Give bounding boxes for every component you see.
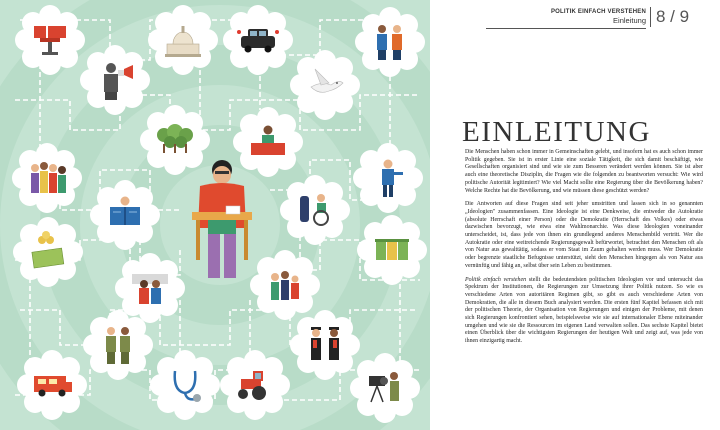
limousine-icon <box>223 5 293 75</box>
megaphone-protester-icon <box>80 45 150 115</box>
running-head <box>551 9 646 25</box>
speaker-podium-icon <box>233 107 303 177</box>
graduates-icon <box>290 310 360 380</box>
police-officers-icon <box>355 7 425 77</box>
page-numbers: 8 / 9 <box>656 7 690 26</box>
tractor-icon <box>220 350 290 420</box>
paragraph-1: Die Menschen haben schon immer in Gemeinschaften gelebt, und insofern hat es auch schon immer Politik gegeben. Sie ist in erster Linie eine soziale Tätigkeit, die sich damit beschäftigt, wie Gesellschaften organisiert sind und wie sie zum Besseren verändert werden können. Sie ist aber auch eine theoretische Disziplin, die Fragen wie die folgenden zu beantworten versucht: Wie wird politische Autorität legitimiert? Wie viel Macht sollte eine Regierung über die Bevölkerung haben? Welche Rechte hat die Bevölkerung, und wie müssen diese geschützt werden? <box>465 149 703 194</box>
reader-icon <box>90 180 160 250</box>
soldiers-icon <box>83 310 153 380</box>
camera-crew-icon <box>350 353 420 423</box>
family-icon <box>250 250 320 320</box>
forest-icon <box>140 105 210 175</box>
recycling-bins-icon <box>357 215 427 285</box>
page-title: EINLEITUNG <box>462 116 651 148</box>
header-rule <box>486 28 646 29</box>
voter-icon <box>353 143 423 213</box>
paragraph-3: Politik einfach verstehen stellt die bedeutendsten politischen Ideologien vor und untersucht das Spektrum der Institutionen, die Regierungen zur Umsetzung ihrer Politik nutzen. So wie es verschiedene Arten von autoritären Regimen gibt, so gibt es auch verschiedene Arten von Demokratien, die alle in diesem Buch analysiert werden. Die ersten fünf Kapitel befassen sich mit der politischen Theorie, der Organisation von Regierungen und einigen der Probleme, mit denen sich Regierungen konfrontiert sehen, beispielsweise wie sie auf internationaler Ebene miteinander umgehen und wie sie die Ressourcen im eigenen Land verwalten sollen. Das sechste Kapitel bietet einen Überblick über die wichtigsten Regierungen der heutigen Welt und zeigt auf, was jede von ihnen einzigartig macht. <box>465 276 704 345</box>
capitol-icon <box>148 5 218 75</box>
dove-icon <box>290 50 360 120</box>
ambulance-icon <box>17 350 87 420</box>
text-page <box>430 0 720 430</box>
series-title: POLITIK EINFACH VERSTEHEN <box>550 9 646 15</box>
body-text <box>465 149 703 352</box>
chapter-label: Einleitung <box>613 16 646 25</box>
stethoscope-icon <box>150 350 220 420</box>
money-icon <box>13 217 83 287</box>
refugees-icon <box>115 253 185 323</box>
crowd-icon <box>12 143 82 213</box>
ballot-box-icon <box>15 5 85 75</box>
mailbox-wheelchair-icon <box>280 175 350 245</box>
book-title-italic: Politik einfach verstehen <box>465 276 527 283</box>
paragraph-2: Die Antworten auf diese Fragen sind seit jeher umstritten und lassen sich in so genannten „Ideologien" zusammenfassen. Eine Ideologie ist eine Denkweise, die entweder die Autokratie (absolute Herrschaft einer Person) oder die Demokratie (Herrschaft des Volkes) oder etwas dazwischen bevorzugt, wie etwa eine Wahlmonarchie. Was diese Ideologien voneinander unterscheidet, ist, dass jede von ihnen ein grundlegend anderes Menschenbild vertritt. Wer die Autokratie oder eine weitreichende Regierungsgewalt befürwortet, betrachtet den Menschen oft als von Natur aus gewalttätig, sodass er vom Staat im Zaum gehalten werden muss. Wer Demokratie oder begrenzte staatliche Befugnisse unterstützt, sieht den Menschen hingegen als von Natur aus vernünftig und fähig an, selbst über sein Leben zu bestimmen. <box>465 201 703 269</box>
page-number-divider <box>650 7 651 27</box>
